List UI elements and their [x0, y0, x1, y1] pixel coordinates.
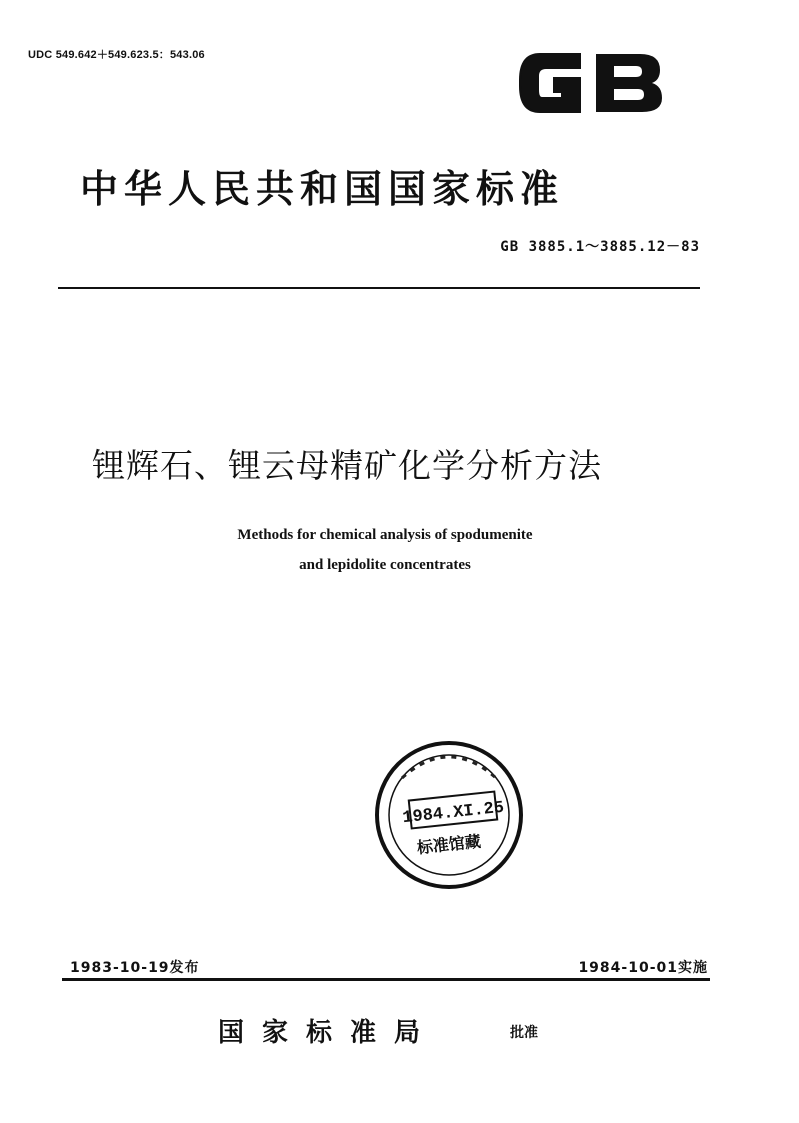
seal-bottom-text: 标准馆藏 [416, 831, 482, 858]
seal-date: 1984.XI.25 [401, 798, 506, 829]
library-seal-stamp [372, 738, 526, 892]
standard-name-cn: 中华人民共和国国家标准 [80, 167, 565, 211]
approving-authority: 国家标准局 [218, 1018, 439, 1048]
header-divider [58, 287, 700, 289]
udc-code: UDC 549.642＋549.623.5：543.06 [28, 49, 205, 61]
title-en-line-1: Methods for chemical analysis of spodumenite [237, 527, 533, 543]
seal-top-lettering [402, 757, 496, 778]
issue-date: 1983-10-19发布 [70, 960, 200, 976]
gb-logo-mark [520, 54, 662, 112]
footer-divider [62, 978, 710, 981]
standard-code: GB 3885.1～3885.12－83 [500, 239, 700, 255]
title-en-line-2: and lepidolite concentrates [299, 557, 471, 573]
effective-date: 1984-10-01实施 [578, 960, 708, 976]
document-title-en [150, 520, 620, 580]
gb-logo [510, 40, 670, 126]
approval-label: 批准 [510, 1025, 538, 1041]
document-title-cn: 锂辉石、锂云母精矿化学分析方法 [92, 446, 602, 485]
